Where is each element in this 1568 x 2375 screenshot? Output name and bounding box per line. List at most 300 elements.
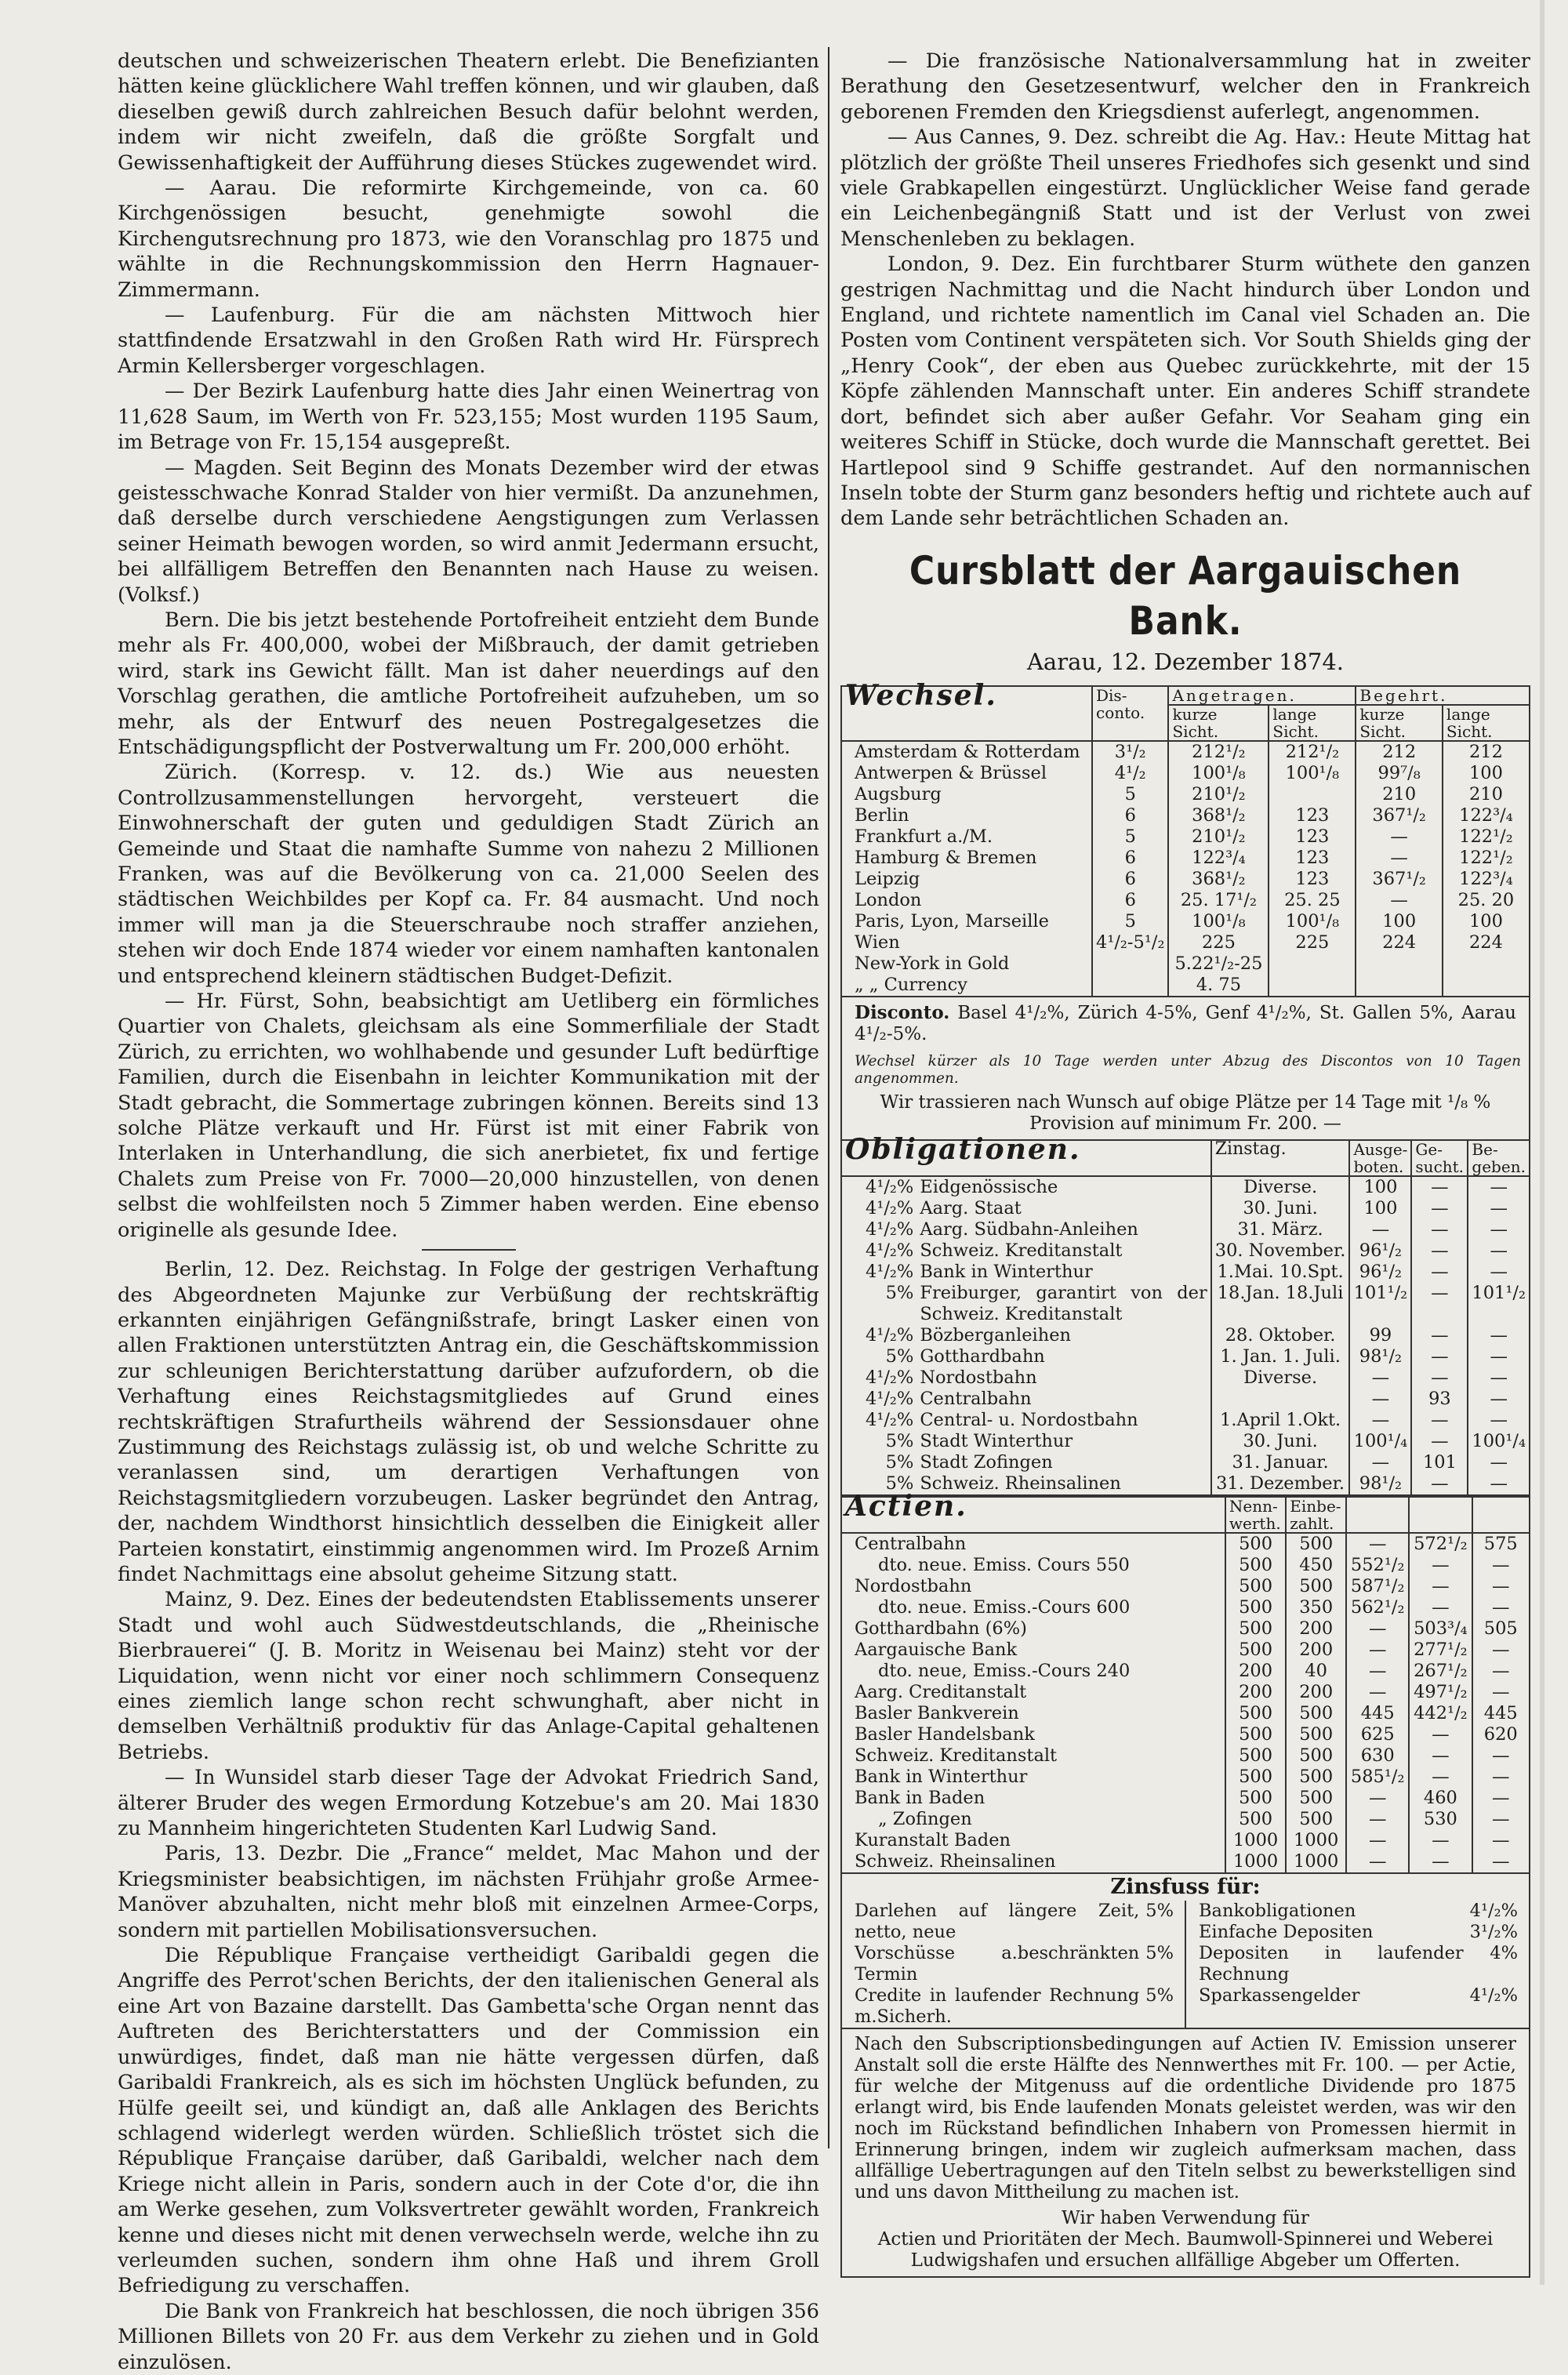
actien-einbezahlt: 200: [1286, 1682, 1346, 1703]
obligation-zinstag: 31. Januar.: [1211, 1452, 1350, 1473]
actien-row: [842, 1851, 1529, 1872]
actien-einbezahlt: 450: [1286, 1555, 1346, 1576]
actien-row: [842, 1809, 1529, 1830]
actien-begeben: —: [1472, 1788, 1530, 1809]
header-nennwerth: Nenn- werth.: [1225, 1497, 1286, 1533]
wechsel-place: Amsterdam & Rotterdam: [855, 741, 1080, 762]
wechsel-ang-kurz: 100¹/₈: [1168, 763, 1269, 784]
actien-einbezahlt: 500: [1286, 1809, 1346, 1830]
wechsel-disconto: 5: [1092, 826, 1168, 848]
obligation-row: [842, 1325, 1529, 1346]
wechsel-disconto: 6: [1092, 848, 1168, 869]
actien-nennwerth: 500: [1225, 1788, 1286, 1809]
zinsfuss-rate: 4¹/₂%: [1469, 1900, 1518, 1921]
wechsel-title: Wechsel.: [845, 678, 997, 712]
wechsel-ang-kurz: 212¹/₂: [1168, 741, 1269, 763]
obligation-row: [842, 1367, 1529, 1389]
actien-einbezahlt: 500: [1286, 1703, 1346, 1724]
actien-ausgeboten: 552¹/₂: [1346, 1555, 1409, 1576]
obligation-zinstag: 1.Mai. 10.Spt.: [1211, 1262, 1350, 1283]
zinsfuss-rate: 5%: [1145, 1985, 1174, 2006]
actien-begeben: —: [1472, 1809, 1530, 1830]
obligation-name: Bözberganleihen: [920, 1324, 1072, 1345]
actien-einbezahlt: 500: [1286, 1745, 1346, 1767]
disconto-label: Disconto.: [855, 1001, 950, 1023]
obligation-rate: 4¹/₂%: [866, 1324, 914, 1345]
wechsel-row: [842, 826, 1529, 848]
zinsfuss-row: [842, 1943, 1185, 1985]
wechsel-beg-kurz: 99⁷/₈: [1356, 763, 1443, 784]
wechsel-disconto: 5: [1092, 784, 1168, 805]
obligation-ausgeboten: —: [1349, 1219, 1411, 1240]
wechsel-beg-lang: 100: [1443, 911, 1529, 932]
zinsfuss-row: [842, 1985, 1185, 2028]
actien-name: Basler Handelsbank: [855, 1723, 1035, 1745]
zinsfuss-row: [842, 1901, 1185, 1943]
actien-nennwerth: 500: [1225, 1597, 1286, 1618]
obligation-begeben: 100¹/₄: [1468, 1431, 1529, 1452]
wechsel-ang-kurz: 368¹/₂: [1168, 869, 1269, 890]
actien-name: Aarg. Creditanstalt: [855, 1681, 1027, 1702]
wechsel-row: [842, 953, 1529, 975]
wechsel-disconto: 4¹/₂-5¹/₂: [1092, 932, 1168, 953]
obligation-zinstag: 30. Juni.: [1211, 1198, 1350, 1219]
wechsel-ang-kurz: 100¹/₈: [1168, 911, 1269, 932]
wechsel-beg-lang: 122¹/₂: [1443, 848, 1529, 869]
actien-gesucht: 277¹/₂: [1409, 1640, 1472, 1661]
use-intro: Wir haben Verwendung für: [1062, 2207, 1309, 2228]
actien-ausgeboten: 625: [1346, 1724, 1409, 1745]
obligation-row: [842, 1219, 1529, 1240]
actien-nennwerth: 500: [1225, 1555, 1286, 1576]
actien-nennwerth: 500: [1225, 1640, 1286, 1661]
actien-name: Bank in Baden: [855, 1787, 985, 1808]
wechsel-place: Leipzig: [855, 868, 920, 889]
wechsel-place: New-York in Gold: [855, 953, 1010, 974]
actien-begeben: 620: [1472, 1724, 1530, 1745]
actien-ausgeboten: —: [1346, 1788, 1409, 1809]
obligation-gesucht: —: [1411, 1367, 1468, 1389]
obligation-rate: 4¹/₂%: [866, 1197, 914, 1218]
actien-row: [842, 1767, 1529, 1788]
header-empty-3: [1472, 1497, 1530, 1533]
obligation-rate: 5%: [885, 1430, 914, 1451]
zinsfuss-label: Einfache Depositen: [1199, 1921, 1374, 1942]
header-empty-2: [1409, 1497, 1472, 1533]
obligation-ausgeboten: 100: [1349, 1198, 1411, 1219]
zinsfuss-label: Credite in laufender Rechnung m.Sicherh.: [855, 1985, 1140, 2027]
actien-ausgeboten: —: [1346, 1661, 1409, 1682]
header-lange-sicht-2: lange Sicht.: [1443, 705, 1529, 741]
wechsel-row: [842, 848, 1529, 869]
actien-name: Kuranstalt Baden: [855, 1829, 1011, 1850]
wechsel-ang-kurz: 5.22¹/₂-25: [1168, 953, 1269, 975]
wechsel-beg-lang: 122¹/₂: [1443, 826, 1529, 848]
actien-name: Bank in Winterthur: [855, 1766, 1028, 1787]
subscription-notice: Nach den Subscriptionsbedingungen auf Actien IV. Emission unserer Anstalt soll die erste Hälfte des Nennwerthes mit Fr. 100. — per Actie, für welche der Mitgenuss auf die ordentliche Dividende pro 1875 erlangt wird, bis Ende laufenden Monats geleistet werden, was wir den noch im Rückstand befindlichen Inhabern von Promessen hiermit in Erinnerung bringen, indem wir zugleich aufmerksam machen, dass allfällige Uebertragungen auf den Titeln selbst zu bewerkstelligen sind und uns davon Mittheilung zu machen ist.: [842, 2028, 1529, 2208]
page-edge: [1540, 0, 1544, 2285]
obligation-zinstag: Diverse.: [1211, 1176, 1350, 1198]
obligation-ausgeboten: 98¹/₂: [1349, 1346, 1411, 1367]
wechsel-beg-lang: [1443, 975, 1529, 996]
actien-ausgeboten: —: [1346, 1618, 1409, 1640]
actien-gesucht: 460: [1409, 1788, 1472, 1809]
obligation-gesucht: 101: [1411, 1452, 1468, 1473]
obligation-begeben: —: [1468, 1346, 1529, 1367]
actien-ausgeboten: —: [1346, 1809, 1409, 1830]
wechsel-table: [842, 678, 1529, 996]
actien-begeben: 505: [1472, 1618, 1530, 1640]
actien-ausgeboten: —: [1346, 1682, 1409, 1703]
actien-ausgeboten: —: [1346, 1851, 1409, 1872]
obligation-row: [842, 1389, 1529, 1410]
wechsel-beg-lang: 100: [1443, 763, 1529, 784]
obligation-row: [842, 1410, 1529, 1431]
wechsel-row: [842, 869, 1529, 890]
header-angetragen: Angetragen.: [1168, 687, 1356, 705]
obligation-gesucht: —: [1411, 1240, 1468, 1262]
disconto-line: [842, 996, 1529, 1050]
right-column: [840, 49, 1530, 2278]
obligation-ausgeboten: 96¹/₂: [1349, 1262, 1411, 1283]
obligation-zinstag: 1. Jan. 1. Juli.: [1211, 1346, 1350, 1367]
obligation-ausgeboten: 100: [1349, 1176, 1411, 1198]
header-gesucht: Ge- sucht.: [1411, 1141, 1468, 1176]
wechsel-ang-lang: 100¹/₈: [1269, 763, 1356, 784]
article-garibaldi: Die République Française vertheidigt Garibaldi gegen die Angriffe des Perrot'schen Berichts, der den italienischen General als eine Art von Bazaine darstellt. Das Gambetta'sche Organ nennt das Auftreten des Berichterstatters und der Commission ein unwürdiges, findet, daß man nie hätte vergessen dürfen, daß Garibaldi Frankreich, als es sich im höchsten Unglück befunden, zu Hülfe geeilt sei, und kündigt an, daß alle Anklagen des Berichts schlagend widerlegt werden würden. Schließlich tröstet sich die République Française darüber, daß Garibaldi, welcher nach dem Kriege nicht allein in Paris, sondern auch in der Cote d'or, die ihn am Werke gesehen, zum Volksvertreter gewählt worden, Frankreich kenne und dieses nicht mit denen verwechseln werde, welche ihn zu verleumden suchen, sondern ihm ohne Haß und ihrem Groll Befriedigung zu verschaffen.: [118, 1944, 819, 2298]
obligation-name: Aarg. Südbahn-Anleihen: [920, 1218, 1138, 1240]
obligation-begeben: —: [1468, 1198, 1529, 1219]
wechsel-disconto: 5: [1092, 911, 1168, 932]
actien-name: dto. neue. Emiss.-Cours 600: [878, 1596, 1131, 1618]
header-lange-sicht: lange Sicht.: [1269, 705, 1356, 741]
obligationen-rows: [842, 1176, 1529, 1495]
actien-name: Basler Bankverein: [855, 1702, 1019, 1723]
actien-nennwerth: 500: [1225, 1618, 1286, 1640]
wechsel-beg-lang: 224: [1443, 932, 1529, 953]
actien-row: [842, 1576, 1529, 1597]
actien-row: [842, 1661, 1529, 1682]
wechsel-beg-lang: 212: [1443, 741, 1529, 763]
actien-einbezahlt: 500: [1286, 1724, 1346, 1745]
actien-name: dto. neue, Emiss.-Cours 240: [878, 1660, 1131, 1681]
obligation-name: Schweiz. Rheinsalinen: [916, 1473, 1210, 1495]
obligation-name: Aarg. Staat: [920, 1197, 1022, 1218]
obligation-gesucht: 93: [1411, 1389, 1468, 1410]
actien-row: [842, 1703, 1529, 1724]
wechsel-beg-kurz: [1356, 975, 1443, 996]
actien-begeben: 575: [1472, 1533, 1530, 1555]
article-nationalversammlung: — Die französische Nationalversammlung hat in zweiter Berathung den Gesetzesentwurf, welcher den in Frankreich geborenen Fremden den Kriegsdienst auferlegt, angenommen.: [840, 49, 1530, 124]
actien-begeben: —: [1472, 1851, 1530, 1872]
article-zuerich-chalets: — Hr. Fürst, Sohn, beabsichtigt am Uetliberg ein förmliches Quartier von Chalets, gleichsam als eine Sommerfiliale der Stadt Zürich, zu errichten, wo wohlhabende und gesunder Luft bedürftige Familien, durch die Eisenbahn in leichter Kommunikation mit der Stadt gebracht, die Sommertage zubringen können. Bereits sind 13 solche Plätze verkauft und Hr. Fürst ist mit einer Fabrik von Interlaken in Unterhandlung, die sich anerbietet, fix und fertige Chalets zum Preise von Fr. 7000—20,000 hinzustellen, von denen selbst die wohlfeilsten noch 5 Zimmer haben werden. Eine ebenso originelle als gesunde Idee.: [118, 990, 819, 1242]
actien-nennwerth: 500: [1225, 1745, 1286, 1767]
article-laufenburg-wine: — Der Bezirk Laufenburg hatte dies Jahr einen Weinertrag von 11,628 Saum, im Werth von Fr. 523,155; Most wurden 1195 Saum, im Betrage von Fr. 15,154 ausgepreßt.: [118, 379, 819, 455]
actien-gesucht: —: [1409, 1724, 1472, 1745]
wechsel-place: Hamburg & Bremen: [855, 847, 1037, 868]
header-begeben: Be- geben.: [1468, 1141, 1529, 1176]
actien-row: [842, 1682, 1529, 1703]
actien-einbezahlt: 1000: [1286, 1851, 1346, 1872]
obligation-name: Schweiz. Kreditanstalt: [920, 1240, 1123, 1261]
article-wunsidel: — In Wunsidel starb dieser Tage der Advokat Friedrich Sand, älterer Bruder des wegen Ermordung Kotzebue's am 20. Mai 1830 zu Mannheim hingerichteten Studenten Karl Ludwig Sand.: [118, 1766, 819, 1841]
obligation-zinstag: [1211, 1389, 1350, 1410]
obligation-begeben: —: [1468, 1325, 1529, 1346]
article-bern: Bern. Die bis jetzt bestehende Portofreiheit entzieht dem Bunde mehr als Fr. 400,000, wobei der Mißbrauch, der damit getrieben wird, stark ins Gewicht fällt. Man ist daher neuerdings auf den Vorschlag gerathen, die amtliche Portofreiheit aufzuheben, um so mehr, als der Entwurf des neuen Postregalgesetzes die Entschädigungspflicht der Postverwaltung um Fr. 200,000 erhöht.: [118, 608, 819, 759]
actien-ausgeboten: —: [1346, 1533, 1409, 1555]
obligation-row: [842, 1346, 1529, 1367]
zinsfuss-rate: 4%: [1490, 1942, 1518, 1963]
actien-gesucht: —: [1409, 1830, 1472, 1851]
obligation-zinstag: 28. Oktober.: [1211, 1325, 1350, 1346]
article-aarau: — Aarau. Die reformirte Kirchgemeinde, von ca. 60 Kirchgenössigen besucht, genehmigte sowohl die Kirchengutsrechnung pro 1873, wie den Voranschlag pro 1875 und wählte in die Rechnungskommission den Herrn Hagnauer-Zimmermann.: [118, 176, 819, 302]
obligation-ausgeboten: —: [1349, 1452, 1411, 1473]
obligation-ausgeboten: 96¹/₂: [1349, 1240, 1411, 1262]
actien-name: „ Zofingen: [878, 1808, 972, 1829]
wechsel-ang-kurz: 210¹/₂: [1168, 826, 1269, 848]
actien-row: [842, 1788, 1529, 1809]
obligation-begeben: —: [1468, 1219, 1529, 1240]
wechsel-disconto: 6: [1092, 890, 1168, 911]
zinsfuss-label: Depositen in laufender Rechnung: [1199, 1942, 1464, 1985]
article-mainz: Mainz, 9. Dez. Eines der bedeutendsten Etablissements unserer Stadt und wohl auch Südwestdeutschlands, die „Rheinische Bierbrauerei“ (J. B. Moritz in Weisenau bei Mainz) steht vor der Liquidation, wenn nicht vor einer noch schlimmern Consequenz eines ziemlich lange schon recht schwunghaft, aber nicht in demselben Verhältniß produktiv für das Anlage-Capital gehaltenen Betriebs.: [118, 1588, 819, 1764]
article-magden: — Magden. Seit Beginn des Monats Dezember wird der etwas geistesschwache Konrad Stalder von hier vermißt. Da anzunehmen, daß derselbe durch verschiedene Aengstigungen zum Verlassen seiner Heimath bewogen worden, so wird anmit Jedermann ersucht, bei allfälligem Betreffen den Benannten nach Hause zu weisen. (Volksf.): [118, 456, 819, 607]
obligation-rate: 4¹/₂%: [866, 1176, 914, 1197]
actien-name: Gotthardbahn (6%): [855, 1618, 1027, 1639]
obligationen-title-cell: [842, 1132, 1211, 1176]
wechsel-ang-lang: 25. 25: [1269, 890, 1356, 911]
obligation-ausgeboten: 100¹/₄: [1349, 1431, 1411, 1452]
obligation-rate: 4¹/₂%: [866, 1218, 914, 1240]
obligation-row: [842, 1198, 1529, 1219]
actien-ausgeboten: 585¹/₂: [1346, 1767, 1409, 1788]
obligation-gesucht: —: [1411, 1473, 1468, 1495]
actien-nennwerth: 200: [1225, 1661, 1286, 1682]
use-section: [842, 2208, 1529, 2276]
obligation-begeben: —: [1468, 1389, 1529, 1410]
obligation-row: [842, 1176, 1529, 1198]
obligation-zinstag: 30. Juni.: [1211, 1431, 1350, 1452]
wechsel-ang-kurz: 25. 17¹/₂: [1168, 890, 1269, 911]
wechsel-rows: [842, 741, 1529, 996]
actien-row: [842, 1597, 1529, 1618]
wechsel-place: „ „ Currency: [855, 974, 967, 995]
actien-begeben: —: [1472, 1767, 1530, 1788]
wechsel-row: [842, 784, 1529, 805]
zinsfuss-right: [1186, 1901, 1529, 2006]
column-divider: [828, 47, 829, 2148]
zinsfuss-right-cell: [1185, 1901, 1529, 2028]
wechsel-beg-kurz: —: [1356, 826, 1443, 848]
header-kurze-sicht-2: kurze Sicht.: [1356, 705, 1443, 741]
zinsfuss-label: Vorschüsse a.beschränkten Termin: [855, 1942, 1140, 1985]
obligation-ausgeboten: 101¹/₂: [1349, 1283, 1411, 1325]
obligation-row: [842, 1262, 1529, 1283]
obligation-name: Bank in Winterthur: [920, 1261, 1093, 1282]
wechsel-title-cell: [842, 678, 1092, 741]
obligation-gesucht: —: [1411, 1346, 1468, 1367]
wechsel-beg-lang: 122³/₄: [1443, 869, 1529, 890]
wechsel-disconto: [1092, 975, 1168, 996]
article-cannes: — Aus Cannes, 9. Dez. schreibt die Ag. Hav.: Heute Mittag hat plötzlich der größte Theil unseres Friedhofes sich gesenkt und sind viele Grabkapellen eingestürzt. Unglücklicher Weise fand gerade ein Leichenbegängniß Statt und ist der Verlust von zwei Menschenleben zu beklagen.: [840, 125, 1530, 251]
zinsfuss-rate: 5%: [1145, 1942, 1174, 1963]
actien-ausgeboten: —: [1346, 1640, 1409, 1661]
actien-einbezahlt: 200: [1286, 1640, 1346, 1661]
actien-nennwerth: 500: [1225, 1533, 1286, 1555]
wechsel-beg-kurz: 100: [1356, 911, 1443, 932]
actien-row: [842, 1555, 1529, 1576]
obligation-ausgeboten: —: [1349, 1367, 1411, 1389]
actien-name: Nordostbahn: [855, 1575, 972, 1596]
wechsel-ang-lang: [1269, 975, 1356, 996]
actien-begeben: —: [1472, 1830, 1530, 1851]
obligation-zinstag: 30. November.: [1211, 1240, 1350, 1262]
obligation-begeben: —: [1468, 1176, 1529, 1198]
actien-title-cell: [842, 1489, 1225, 1533]
wechsel-ang-lang: 123: [1269, 869, 1356, 890]
zinsfuss-title: Zinsfuss für:: [1110, 1874, 1261, 1899]
actien-gesucht: —: [1409, 1597, 1472, 1618]
wechsel-row: [842, 763, 1529, 784]
actien-name: Centralbahn: [855, 1533, 967, 1554]
zinsfuss-label: Darlehen auf längere Zeit, netto, neue: [855, 1900, 1140, 1942]
wechsel-ang-lang: 225: [1269, 932, 1356, 953]
actien-table: [842, 1489, 1529, 1872]
wechsel-ang-lang: 123: [1269, 826, 1356, 848]
left-column: [118, 49, 819, 2375]
wechsel-place: Paris, Lyon, Marseille: [855, 910, 1049, 931]
actien-gesucht: 497¹/₂: [1409, 1682, 1472, 1703]
actien-nennwerth: 500: [1225, 1724, 1286, 1745]
actien-einbezahlt: 500: [1286, 1767, 1346, 1788]
actien-gesucht: —: [1409, 1851, 1472, 1872]
actien-begeben: —: [1472, 1576, 1530, 1597]
wechsel-row: [842, 911, 1529, 932]
wechsel-beg-lang: 122³/₄: [1443, 805, 1529, 826]
obligation-rate: 4¹/₂%: [866, 1240, 914, 1261]
actien-begeben: —: [1472, 1745, 1530, 1767]
bank-title: Cursblatt der Aargauischen Bank.: [909, 547, 1462, 644]
wechsel-beg-kurz: 367¹/₂: [1356, 805, 1443, 826]
bank-date: Aarau, 12. Dezember 1874.: [1026, 648, 1345, 675]
obligation-ausgeboten: 98¹/₂: [1349, 1473, 1411, 1495]
obligation-name: Stadt Zofingen: [920, 1451, 1053, 1473]
wechsel-note: Wechsel kürzer als 10 Tage werden unter Abzug des Discontos von 10 Tagen angenommen.: [855, 1052, 1521, 1087]
wechsel-disconto: 4¹/₂: [1092, 763, 1168, 784]
actien-gesucht: 267¹/₂: [1409, 1661, 1472, 1682]
obligationen-table: [842, 1132, 1529, 1496]
wechsel-disconto: 3¹/₂: [1092, 741, 1168, 763]
zinsfuss-left-cell: [842, 1901, 1185, 2028]
wechsel-disconto: 6: [1092, 869, 1168, 890]
actien-rows: [842, 1533, 1529, 1872]
wechsel-row: [842, 890, 1529, 911]
obligation-row: [842, 1283, 1529, 1325]
actien-gesucht: 572¹/₂: [1409, 1533, 1472, 1555]
actien-begeben: —: [1472, 1682, 1530, 1703]
disconto-text: Basel 4¹/₂%, Zürich 4-5%, Genf 4¹/₂%, St. Gallen 5%, Aarau 4¹/₂-5%.: [855, 1002, 1516, 1044]
section-divider: [422, 1249, 516, 1251]
wechsel-ang-kurz: 122³/₄: [1168, 848, 1269, 869]
article-bank-frankreich: Die Bank von Frankreich hat beschlossen, die noch übrigen 356 Millionen Billets von 20 Fr. aus dem Verkehr zu ziehen und in Gold einzulösen.: [118, 2299, 819, 2374]
actien-gesucht: —: [1409, 1745, 1472, 1767]
actien-begeben: —: [1472, 1640, 1530, 1661]
actien-ausgeboten: 630: [1346, 1745, 1409, 1767]
wechsel-beg-lang: [1443, 953, 1529, 975]
actien-einbezahlt: 40: [1286, 1661, 1346, 1682]
obligation-zinstag: 31. März.: [1211, 1219, 1350, 1240]
zinsfuss-rate: 4¹/₂%: [1469, 1985, 1518, 2006]
obligation-name: Central- u. Nordostbahn: [920, 1409, 1138, 1430]
obligation-gesucht: —: [1411, 1176, 1468, 1198]
wechsel-row: [842, 932, 1529, 953]
actien-ausgeboten: 587¹/₂: [1346, 1576, 1409, 1597]
wechsel-beg-kurz: —: [1356, 890, 1443, 911]
actien-einbezahlt: 500: [1286, 1788, 1346, 1809]
obligation-begeben: —: [1468, 1452, 1529, 1473]
zinsfuss-row: [1186, 1901, 1529, 1922]
obligation-begeben: —: [1468, 1240, 1529, 1262]
actien-nennwerth: 200: [1225, 1682, 1286, 1703]
zinsfuss-label: Sparkassengelder: [1199, 1985, 1360, 2006]
article-berlin: Berlin, 12. Dez. Reichstag. In Folge der gestrigen Verhaftung des Abgeordneten Majunke zur Verbüßung der rechtskräftig erkannten einjährigen Gefängnißstrafe, bringt Lasker einen von allen Fraktionen unterstützten Antrag ein, die Geschäftskommission zur schleunigen Berichterstattung darüber aufzufordern, ob die Verhaftung eines Reichstagsmitgliedes auf Grund eines rechtskräftigen Strafurtheils während der Sessionsdauer ohne Zustimmung des Reichstags zulässig ist, ob und welche Schritte zu veranlassen sind, um derartigen Verhaftungen von Reichstagsmitgliedern vorzubeugen. Lasker begründet den Antrag, der, nachdem Windthorst hinsichtlich desselben die Einigkeit aller Parteien konstatirt, einstimmig angenommen wird. Im Prozeß Arnim findet Nachmittags eine absolut geheime Sitzung statt.: [118, 1258, 819, 1586]
obligation-begeben: —: [1468, 1262, 1529, 1283]
wechsel-place: Wien: [855, 931, 900, 953]
article-theater: deutschen und schweizerischen Theatern erlebt. Die Benefizianten hätten keine glücklichere Wahl treffen können, und wir glauben, daß dieselben gewiß durch zahlreichen Besuch dafür belohnt werden, indem wir nicht zweifeln, daß die größte Sorgfalt und Gewissenhaftigkeit der Aufführung dieses Stückes zugewendet wird.: [118, 49, 819, 175]
obligation-name: Centralbahn: [920, 1388, 1032, 1409]
wechsel-ang-lang: 212¹/₂: [1269, 741, 1356, 763]
wechsel-disconto: [1092, 953, 1168, 975]
actien-einbezahlt: 500: [1286, 1533, 1346, 1555]
wechsel-ang-kurz: 368¹/₂: [1168, 805, 1269, 826]
use-text: Actien und Prioritäten der Mech. Baumwoll-Spinnerei und Weberei Ludwigshafen und ersuchen allfällige Abgeber um Offerten.: [877, 2228, 1494, 2271]
obligation-rate: 5%: [885, 1345, 914, 1367]
zinsfuss-rate: 3¹/₂%: [1469, 1921, 1518, 1942]
obligation-name: Gotthardbahn: [920, 1345, 1045, 1367]
header-kurze-sicht: kurze Sicht.: [1168, 705, 1269, 741]
obligation-zinstag: 18.Jan. 18.Juli: [1211, 1283, 1350, 1325]
wechsel-place: Augsburg: [855, 783, 942, 804]
obligation-gesucht: —: [1411, 1410, 1468, 1431]
obligation-rate: 4¹/₂%: [866, 1261, 914, 1282]
wechsel-ang-lang: 123: [1269, 848, 1356, 869]
wechsel-beg-kurz: 212: [1356, 741, 1443, 763]
actien-einbezahlt: 350: [1286, 1597, 1346, 1618]
actien-row: [842, 1640, 1529, 1661]
wechsel-ang-lang: [1269, 953, 1356, 975]
actien-gesucht: 442¹/₂: [1409, 1703, 1472, 1724]
kursblatt-box: [840, 678, 1530, 2278]
actien-ausgeboten: 562¹/₂: [1346, 1597, 1409, 1618]
actien-name: Schweiz. Kreditanstalt: [855, 1745, 1058, 1766]
actien-begeben: —: [1472, 1555, 1530, 1576]
obligation-rate: 4¹/₂%: [866, 1409, 914, 1430]
wechsel-ang-lang: 100¹/₈: [1269, 911, 1356, 932]
actien-name: Aargauische Bank: [855, 1639, 1018, 1660]
actien-row: [842, 1533, 1529, 1555]
obligation-begeben: —: [1468, 1473, 1529, 1495]
obligation-zinstag: 1.April 1.Okt.: [1211, 1410, 1350, 1431]
obligation-name: Stadt Winterthur: [920, 1430, 1073, 1451]
wechsel-place: Berlin: [855, 804, 909, 826]
wechsel-disconto: 6: [1092, 805, 1168, 826]
wechsel-beg-lang: 25. 20: [1443, 890, 1529, 911]
wechsel-ang-kurz: 225: [1168, 932, 1269, 953]
actien-name: dto. neue. Emiss. Cours 550: [878, 1554, 1130, 1575]
actien-name: Schweiz. Rheinsalinen: [855, 1850, 1056, 1872]
actien-title: Actien.: [845, 1489, 967, 1523]
obligation-rate: 5%: [842, 1473, 916, 1495]
